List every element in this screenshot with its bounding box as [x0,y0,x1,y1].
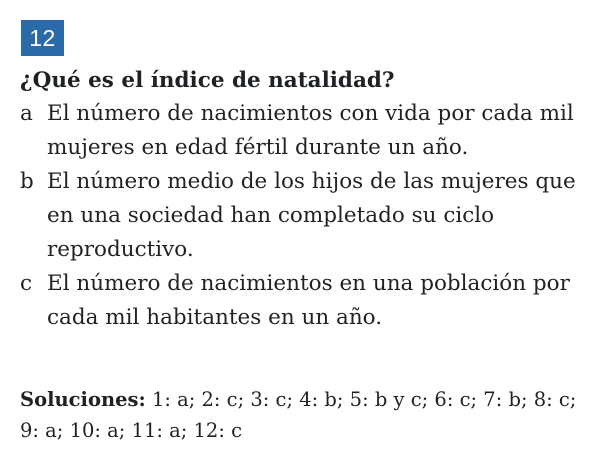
option-text: El número de nacimientos con vida por cada mil mujeres en edad fértil durante un año. [47,101,574,160]
option-letter: b [20,169,34,194]
answer-options [20,97,590,335]
solutions-text: 1: a; 2: c; 3: c; 4: b; 5: b y c; 6: c; 7: b; 8: c; 9: a; 10: a; 11: a; 12: c [20,388,577,442]
option-text: El número de nacimientos en una población por cada mil habitantes en un año. [47,271,570,330]
option-text: El número medio de los hijos de las mujeres que en una sociedad han completado su ciclo reproductivo. [47,169,576,262]
solutions-label: Soluciones: [20,388,146,411]
question-title: ¿Qué es el índice de natalidad? [20,68,395,93]
option-c [20,267,590,335]
option-letter: a [20,101,33,126]
option-a [20,97,590,165]
solutions-block [20,384,580,446]
exercise-number-badge: 12 [21,20,64,56]
option-b [20,165,590,267]
option-letter: c [20,271,33,296]
